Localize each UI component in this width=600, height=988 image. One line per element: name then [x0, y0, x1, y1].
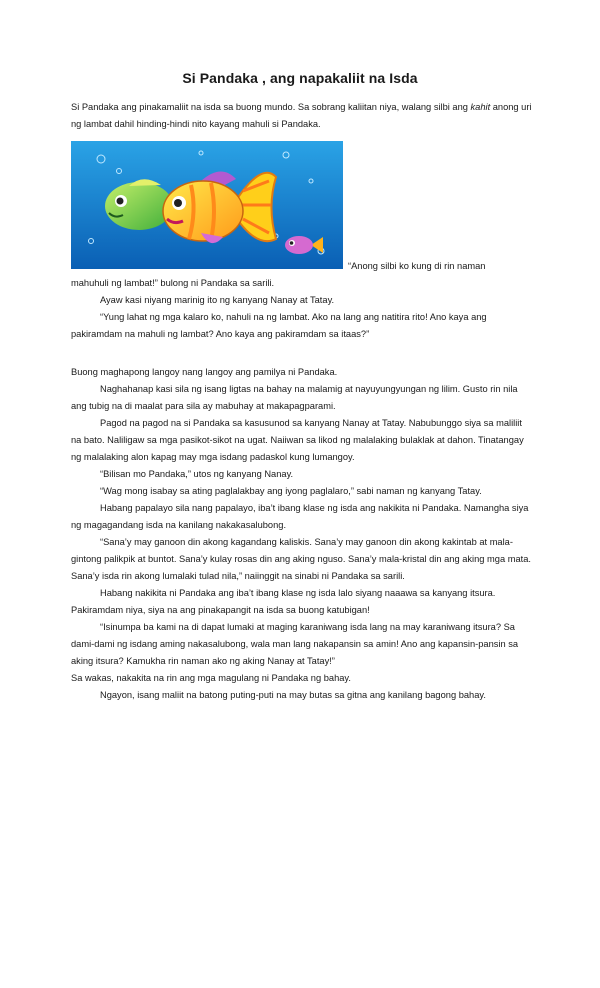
- paragraph-4: Buong maghapong langoy nang langoy ang pamilya ni Pandaka.: [71, 367, 338, 377]
- intro-text-1: Si Pandaka ang pinakamaliit na isda sa buong mundo. Sa sobrang kaliitan niya, walang silbi ang: [71, 102, 471, 112]
- intro-paragraph: [71, 99, 533, 133]
- fish-illustration-svg: [71, 141, 343, 269]
- paragraph-1: mahuhuli ng lambat!” bulong ni Pandaka sa sarili.: [71, 278, 275, 288]
- paragraph-6: Pagod na pagod na si Pandaka sa kasusunod sa kanyang Nanay at Tatay. Nabubunggo siya sa maliliit na bato. Naliligaw sa mga pasikot-sikot na ugat. Naiiwan sa likod ng malalaking bulaklak at dahon. Tinatangay ng malalaking alon kapag may mga isdang padaskol kung lumangoy.: [71, 418, 524, 462]
- paragraph-11: Habang nakikita ni Pandaka ang iba’t ibang klase ng isda lalo siyang naaawa sa kanyang itsura. Pakiramdam niya, siya na ang pinakapangit na isda sa buong katubigan!: [71, 588, 496, 615]
- paragraph-3: “Yung lahat ng mga kalaro ko, nahuli na ng lambat. Ako na lang ang natitira rito! Ano kaya ang pakiramdam na mahuli ng lambat? Ano kaya ang pakiramdam sa itaas?”: [71, 312, 487, 339]
- paragraph-8: “Wag mong isabay sa ating paglalakbay ang iyong paglalaro,” sabi naman ng kanyang Tatay.: [100, 486, 482, 496]
- page-title: Si Pandaka , ang napakaliit na Isda: [182, 70, 418, 86]
- intro-text-2: anong uri ng lambat dahil hinding-hindi nito kayang mahuli si Pandaka.: [71, 102, 532, 129]
- fish-illustration: [71, 141, 343, 269]
- paragraph-7: “Bilisan mo Pandaka,” utos ng kanyang Nanay.: [100, 469, 294, 479]
- paragraph-10: “Sana’y may ganoon din akong kagandang kaliskis. Sana’y may ganoon din akong kakintab at mala-gintong palikpik at buntot. Sana’y kulay rosas din ang aking nguso. Sana’y mala-kristal din ang aking mga mata. Sana’y isda rin akong lumalaki tulad nila,” naiinggit na sinabi ni Pandaka sa sarili.: [71, 537, 531, 581]
- paragraph-14: Ngayon, isang maliit na batong puting-puti na may butas sa gitna ang kanilang bagong bahay.: [100, 690, 486, 700]
- paragraph-5: Naghahanap kasi sila ng isang ligtas na bahay na malamig at nayuyungyungan ng lilim. Gusto rin nila ang tubig na di maalat para sila ay mabuhay at makapagparami.: [71, 384, 518, 411]
- after-image-line: “Anong silbi ko kung di rin naman: [348, 261, 486, 271]
- paragraph-2: Ayaw kasi niyang marinig ito ng kanyang Nanay at Tatay.: [100, 295, 335, 305]
- intro-italic-word: kahit: [470, 102, 491, 112]
- paragraph-9: Habang papalayo sila nang papalayo, iba’t ibang klase ng isda ang nakikita ni Pandaka. Namangha siya ng magagandang isda na kanilang nakakasalubong.: [71, 503, 529, 530]
- paragraph-12: “Isinumpa ba kami na di dapat lumaki at maging karaniwang isda lang na may karaniwang itsura? Sa dami-dami ng isdang aming nakasalubong, wala man lang nakapansin sa amin! Ano ang kapansin-pansin sa aking itsura? Kamukha rin naman ako ng aking Nanay at Tatay!”: [71, 622, 519, 666]
- paragraph-13: Sa wakas, nakakita na rin ang mga magulang ni Pandaka ng bahay.: [71, 673, 351, 683]
